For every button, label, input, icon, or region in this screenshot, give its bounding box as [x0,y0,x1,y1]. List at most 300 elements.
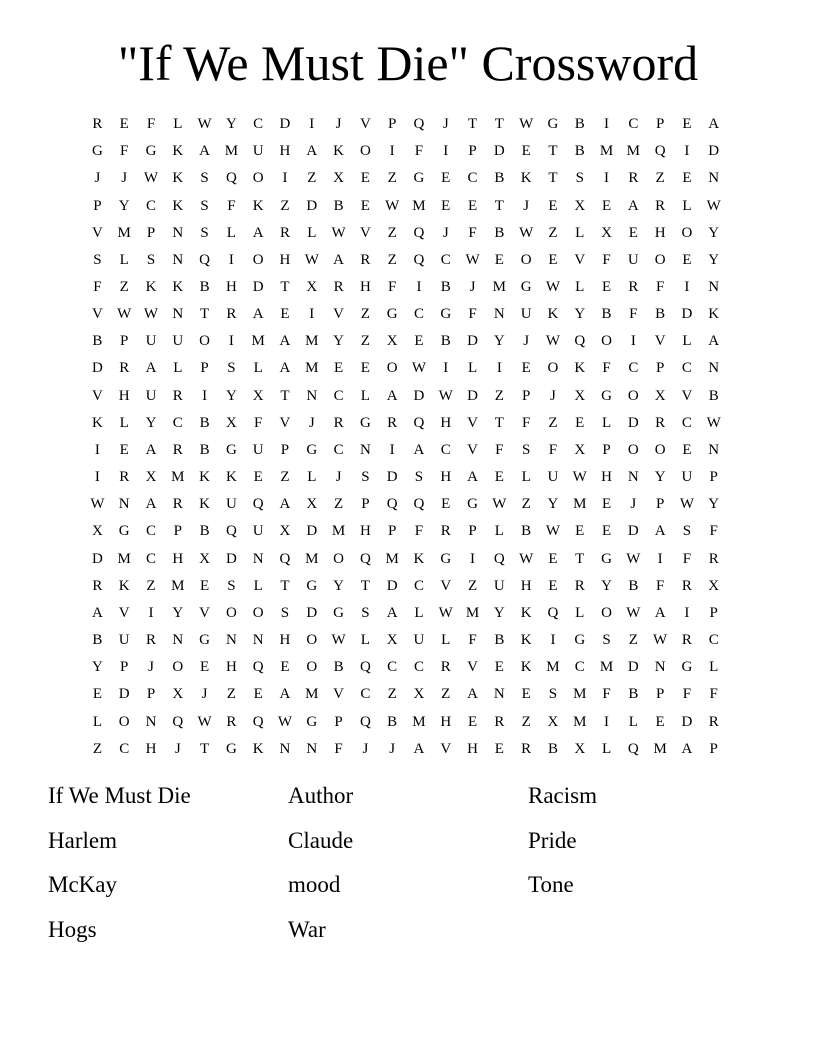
grid-letter: P [709,469,718,486]
grid-letter: V [359,224,371,241]
grid-letter: O [359,143,371,160]
grid-letter: K [413,550,425,567]
grid-letter: R [226,713,237,730]
grid-letter: N [172,224,184,241]
grid-letter: T [280,387,290,404]
grid-letter: V [91,224,103,241]
grid-letter: R [708,713,719,730]
grid-letter: J [550,387,556,404]
grid-letter: S [602,632,611,649]
grid-letter: E [253,469,263,486]
grid-letter: N [359,441,371,458]
grid-letter: T [494,197,504,214]
word-list-item: Hogs [48,916,97,942]
grid-letter: N [627,469,639,486]
grid-letter: R [226,306,237,323]
grid-letter: Z [628,632,638,649]
grid-letter: E [414,333,424,350]
grid-letter: P [146,686,156,703]
grid-letter: F [468,306,477,323]
grid-letter: L [92,713,102,730]
grid-letter: Z [521,713,531,730]
grid-letter: N [654,659,666,676]
grid-letter: T [280,577,290,594]
grid-letter: E [360,197,370,214]
grid-letter: E [92,686,102,703]
grid-letter: E [575,414,585,431]
grid-letter: T [360,577,370,594]
grid-letter: I [604,170,610,187]
grid-letter: R [119,360,130,377]
grid-letter: Q [654,143,666,160]
grid-letter: O [547,360,559,377]
grid-letter: X [654,387,666,404]
grid-letter: Y [654,469,666,486]
grid-letter: M [653,740,667,757]
grid-letter: H [225,659,237,676]
grid-letter: D [681,306,693,323]
grid-letter: K [252,197,264,214]
grid-letter: F [655,577,665,594]
grid-letter: E [521,686,531,703]
grid-letter: C [333,441,344,458]
grid-letter: I [443,143,449,160]
grid-letter: M [385,550,399,567]
grid-letter: W [679,496,695,513]
grid-letter: I [657,550,663,567]
grid-letter: A [279,496,291,513]
grid-letter: Q [279,550,291,567]
word-list-item: Claude [288,827,354,853]
grid-letter: K [574,360,586,377]
grid-letter: K [547,306,559,323]
grid-letter: D [386,469,398,486]
grid-letter: F [414,523,424,540]
grid-letter: A [654,523,666,540]
grid-letter: B [92,632,103,649]
grid-letter: X [547,713,559,730]
grid-letter: W [626,550,641,567]
grid-letter: D [252,279,264,296]
grid-letter: C [413,659,424,676]
grid-letter: K [225,469,237,486]
grid-letter: X [91,523,103,540]
grid-letter: R [655,197,666,214]
grid-letter: B [494,632,505,649]
grid-letter: H [279,632,291,649]
grid-letter: E [628,224,638,241]
grid-letter: B [199,523,210,540]
grid-letter: E [682,116,692,133]
grid-letter: X [225,414,237,431]
grid-letter: F [602,360,611,377]
grid-letter: B [494,224,505,241]
grid-letter: Y [91,659,103,676]
grid-letter: V [118,604,130,621]
grid-letter: M [573,713,587,730]
grid-letter: N [252,550,264,567]
grid-letter: M [171,469,185,486]
grid-letter: E [441,197,451,214]
grid-letter: O [654,251,666,268]
grid-letter: Z [280,469,290,486]
grid-letter: S [93,251,102,268]
grid-letter: Y [493,333,505,350]
grid-letter: X [574,197,586,214]
grid-letter: B [628,686,639,703]
grid-letter: S [682,523,692,540]
grid-letter: X [199,550,210,567]
grid-letter: K [172,197,184,214]
grid-letter: Y [547,496,559,513]
grid-letter: I [496,360,502,377]
grid-letter: K [172,170,184,187]
grid-letter: K [199,469,210,486]
grid-letter: E [253,686,263,703]
letter-grid [84,111,727,763]
grid-letter: P [146,224,156,241]
grid-letter: H [520,577,532,594]
grid-letter: H [225,279,237,296]
grid-letter: C [172,414,183,431]
grid-letter: W [385,197,400,214]
grid-letter: Z [387,170,397,187]
grid-letter: R [360,251,371,268]
grid-letter: W [438,387,453,404]
grid-letter: Q [386,496,398,513]
grid-letter: T [548,170,558,187]
grid-letter: K [333,143,344,160]
word-list-item: McKay [48,872,117,897]
grid-letter: K [145,279,157,296]
grid-letter: E [119,441,129,458]
grid-letter: G [681,659,693,676]
grid-letter: I [470,550,476,567]
grid-letter: P [602,441,611,458]
grid-letter: A [681,740,693,757]
grid-letter: K [520,659,532,676]
word-list-item: Harlem [48,827,117,853]
grid-letter: A [279,333,291,350]
grid-letter: Z [92,740,102,757]
grid-letter: F [120,143,129,160]
grid-letter: D [627,659,639,676]
grid-letter: I [630,333,636,350]
grid-letter: W [331,224,346,241]
grid-letter: W [411,360,427,377]
grid-letter: X [574,387,586,404]
grid-letter: Y [574,306,586,323]
grid-letter: Y [225,116,237,133]
grid-letter: Z [467,577,478,594]
grid-letter: B [601,306,612,323]
grid-letter: Q [413,414,425,431]
grid-letter: M [412,713,426,730]
grid-letter: J [335,116,342,133]
grid-letter: Q [413,224,425,241]
grid-letter: B [387,713,398,730]
grid-letter: L [226,224,236,241]
grid-letter: C [628,360,639,377]
grid-letter: E [467,197,478,214]
grid-letter: M [599,659,614,676]
grid-letter: J [174,740,181,757]
grid-letter: I [416,279,422,296]
grid-letter: E [494,251,504,268]
grid-letter: V [467,659,478,676]
grid-letter: C [387,659,398,676]
grid-letter: E [494,740,504,757]
grid-letter: C [253,116,264,133]
grid-letter: N [172,632,184,649]
grid-letter: M [573,496,587,513]
grid-letter: A [145,441,157,458]
grid-letter: W [492,496,507,513]
grid-letter: F [468,224,477,241]
grid-letter: F [495,441,504,458]
grid-letter: L [467,360,478,377]
grid-letter: X [386,333,398,350]
grid-letter: R [145,632,156,649]
grid-letter: V [333,306,344,323]
grid-letter: W [519,550,534,567]
grid-letter: H [279,143,291,160]
grid-letter: R [333,414,344,431]
grid-letter: X [145,469,157,486]
grid-letter: V [467,441,478,458]
grid-letter: W [197,713,212,730]
grid-letter: M [492,279,507,296]
grid-letter: L [119,251,129,268]
grid-letter: F [146,116,156,133]
grid-letter: N [145,713,157,730]
grid-letter: S [575,170,584,187]
grid-letter: R [333,279,344,296]
grid-letter: Q [413,496,425,513]
grid-letter: O [252,604,264,621]
grid-letter: A [199,143,210,160]
grid-letter: O [252,251,264,268]
grid-letter: H [359,523,371,540]
grid-letter: N [708,360,720,377]
grid-letter: Q [574,333,586,350]
grid-letter: Q [627,740,639,757]
grid-letter: R [387,414,398,431]
grid-letter: O [520,251,532,268]
grid-letter: L [709,659,719,676]
grid-letter: V [199,604,210,621]
grid-letter: A [279,360,291,377]
grid-letter: G [199,632,210,649]
grid-letter: W [304,251,319,268]
grid-letter: P [655,116,665,133]
grid-letter: Z [333,496,344,513]
grid-letter: L [575,224,585,241]
grid-letter: X [306,279,318,296]
grid-letter: G [91,143,103,160]
grid-letter: J [389,740,396,757]
grid-letter: L [441,632,451,649]
grid-letter: W [653,632,668,649]
grid-letter: U [252,441,264,458]
grid-letter: A [252,306,264,323]
grid-letter: I [228,333,234,350]
grid-letter: P [468,143,477,160]
grid-letter: C [440,441,451,458]
grid-letter: P [173,523,182,540]
grid-letter: Z [441,686,451,703]
word-list [48,774,788,952]
grid-letter: N [252,632,264,649]
grid-letter: P [387,523,397,540]
grid-letter: A [333,251,344,268]
grid-letter: J [630,496,637,513]
grid-letter: C [440,251,451,268]
grid-letter: X [306,496,318,513]
grid-letter: I [202,387,208,404]
grid-letter: H [440,414,452,431]
grid-letter: E [360,170,370,187]
grid-letter: I [148,604,154,621]
grid-letter: Q [225,523,237,540]
grid-letter: P [521,387,531,404]
grid-letter: J [308,414,315,431]
grid-letter: S [414,469,424,486]
grid-letter: P [200,360,209,377]
grid-letter: Z [226,686,236,703]
grid-letter: U [547,469,559,486]
grid-letter: Q [225,170,237,187]
grid-letter: F [93,279,102,296]
grid-letter: W [117,306,132,323]
grid-letter: V [440,577,452,594]
grid-letter: L [628,713,638,730]
grid-letter: F [227,197,236,214]
grid-letter: O [172,659,184,676]
grid-letter: I [604,713,610,730]
grid-letter: M [117,224,131,241]
grid-letter: E [494,469,504,486]
grid-letter: K [708,306,720,323]
grid-letter: U [252,523,264,540]
grid-letter: C [628,116,639,133]
grid-letter: G [333,604,344,621]
grid-letter: A [252,224,264,241]
grid-letter: M [251,333,265,350]
grid-letter: R [279,224,290,241]
grid-letter: C [413,306,424,323]
grid-letter: Z [387,251,397,268]
grid-letter: M [546,659,560,676]
word-list-item: Author [288,783,354,808]
grid-letter: W [706,197,721,214]
grid-letter: M [331,523,346,540]
grid-letter: A [145,360,157,377]
grid-letter: L [521,469,531,486]
grid-letter: Y [601,577,612,594]
grid-letter: G [359,414,371,431]
grid-letter: I [94,441,100,458]
grid-letter: Y [225,387,237,404]
grid-letter: H [440,469,452,486]
grid-letter: F [682,686,692,703]
grid-letter: B [708,387,719,404]
grid-letter: N [306,387,318,404]
grid-letter: I [94,469,100,486]
grid-letter: H [467,740,478,757]
grid-letter: E [548,251,558,268]
grid-letter: U [225,496,237,513]
grid-letter: I [309,116,315,133]
grid-letter: M [599,143,614,160]
grid-letter: L [360,387,370,404]
grid-letter: F [602,251,611,268]
grid-letter: Z [280,197,290,214]
grid-letter: W [197,116,212,133]
grid-letter: E [682,170,692,187]
grid-letter: H [359,279,371,296]
grid-letter: E [682,251,692,268]
grid-letter: X [574,441,586,458]
grid-letter: O [681,224,693,241]
grid-letter: I [309,306,315,323]
grid-letter: S [200,197,209,214]
grid-letter: E [441,170,451,187]
grid-letter: G [601,387,612,404]
grid-letter: D [467,333,478,350]
grid-letter: I [604,116,610,133]
grid-letter: V [91,387,103,404]
grid-letter: F [655,279,665,296]
grid-letter: R [440,659,451,676]
grid-letter: E [467,713,478,730]
grid-letter: N [708,279,720,296]
grid-letter: L [682,333,692,350]
grid-letter: W [277,713,293,730]
grid-letter: E [575,523,585,540]
grid-letter: M [171,577,185,594]
grid-letter: S [200,170,209,187]
grid-letter: A [386,604,398,621]
grid-letter: T [200,740,210,757]
grid-letter: V [681,387,693,404]
grid-letter: S [548,686,558,703]
grid-letter: R [574,577,585,594]
grid-letter: R [119,469,130,486]
grid-letter: B [199,279,210,296]
grid-letter: U [145,387,157,404]
grid-letter: O [225,604,237,621]
grid-letter: A [413,740,425,757]
grid-letter: F [548,441,558,458]
grid-letter: T [494,414,504,431]
grid-letter: I [684,143,690,160]
grid-letter: W [143,306,159,323]
grid-letter: D [306,197,318,214]
grid-letter: U [118,632,130,649]
grid-letter: N [708,441,720,458]
grid-letter: X [413,686,425,703]
grid-letter: N [306,740,318,757]
grid-letter: W [706,414,721,431]
grid-letter: Q [547,604,559,621]
grid-letter: F [521,414,531,431]
grid-letter: C [145,523,156,540]
grid-letter: Z [548,224,558,241]
grid-letter: I [282,170,288,187]
grid-letter: L [601,414,612,431]
grid-letter: N [118,496,130,513]
